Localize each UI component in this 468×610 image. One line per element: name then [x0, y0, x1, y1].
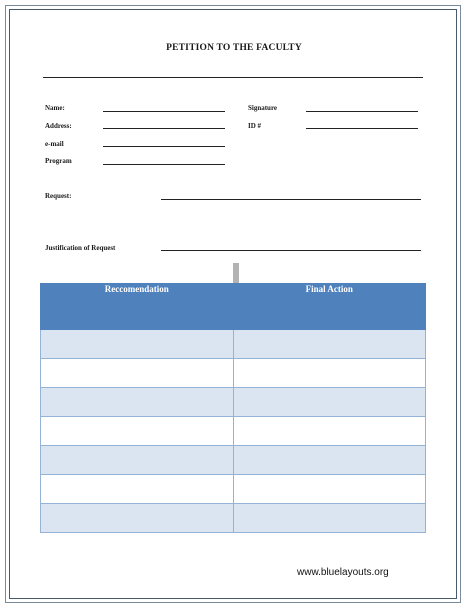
final-action-cell[interactable]	[233, 388, 426, 417]
column-header-final-action: Final Action	[233, 284, 426, 330]
footer-url[interactable]: www.bluelayouts.org	[297, 567, 389, 578]
table-row	[41, 446, 426, 475]
program-field-line[interactable]	[103, 164, 225, 165]
table-row	[41, 475, 426, 504]
final-action-cell[interactable]	[233, 330, 426, 359]
table-header-row	[41, 284, 426, 330]
final-action-cell[interactable]	[233, 359, 426, 388]
recommendation-cell[interactable]	[41, 417, 234, 446]
id-field-line[interactable]	[306, 128, 418, 129]
recommendation-cell[interactable]	[41, 446, 234, 475]
recommendation-cell[interactable]	[41, 388, 234, 417]
justification-label: Justification of Request	[45, 244, 116, 252]
table-row	[41, 504, 426, 533]
final-action-cell[interactable]	[233, 417, 426, 446]
table-row	[41, 330, 426, 359]
address-field-line[interactable]	[103, 128, 225, 129]
name-field-line[interactable]	[103, 111, 225, 112]
name-label: Name:	[45, 104, 65, 112]
id-label: ID #	[248, 122, 262, 130]
final-action-cell[interactable]	[233, 446, 426, 475]
justification-field-line[interactable]	[161, 250, 421, 251]
program-label: Program	[45, 157, 72, 165]
divider-tab	[233, 263, 239, 284]
signature-field-line[interactable]	[306, 111, 418, 112]
title-rule	[43, 77, 423, 78]
table-row	[41, 388, 426, 417]
email-field-line[interactable]	[103, 146, 225, 147]
signature-label: Signature	[248, 104, 278, 112]
final-action-cell[interactable]	[233, 475, 426, 504]
form-title: PETITION TO THE FACULTY	[166, 43, 302, 53]
table-row	[41, 359, 426, 388]
email-label: e-mail	[45, 140, 64, 148]
recommendation-cell[interactable]	[41, 330, 234, 359]
request-label: Request:	[45, 192, 72, 200]
recommendation-cell[interactable]	[41, 504, 234, 533]
recommendation-cell[interactable]	[41, 475, 234, 504]
table-row	[41, 417, 426, 446]
column-header-recommendation: Reccomendation	[41, 284, 234, 330]
recommendation-cell[interactable]	[41, 359, 234, 388]
request-field-line[interactable]	[161, 199, 421, 200]
recommendation-table	[40, 283, 426, 533]
address-label: Address:	[45, 122, 72, 130]
final-action-cell[interactable]	[233, 504, 426, 533]
